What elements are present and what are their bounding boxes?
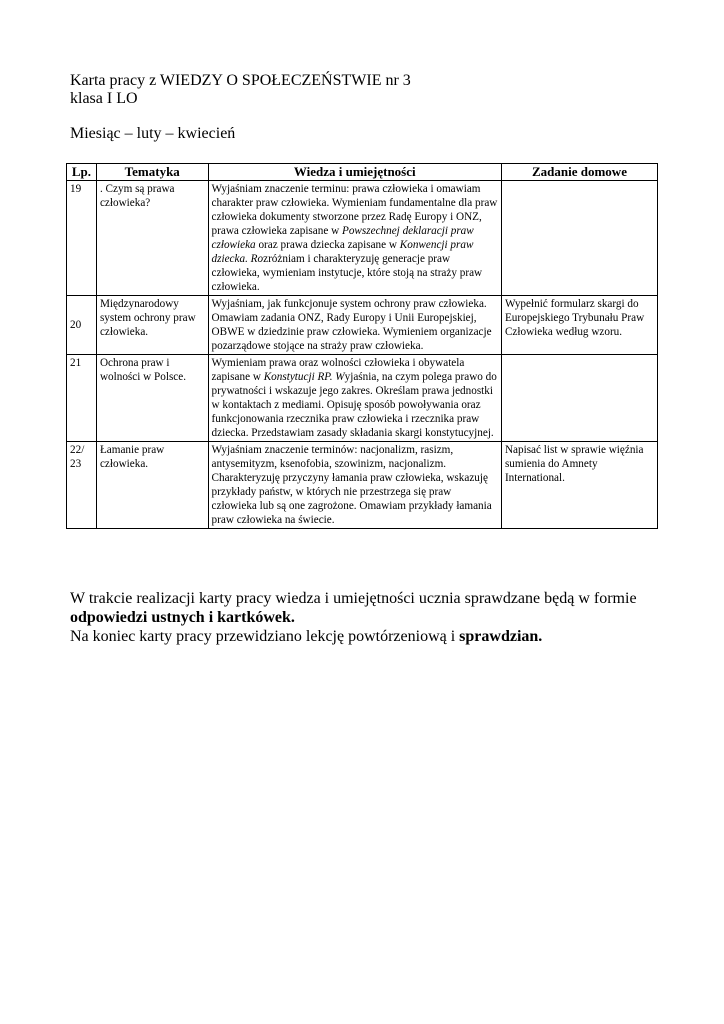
table-row [67,355,658,442]
document-header [70,72,411,108]
table-row [67,181,658,296]
lesson-homework: Wypełnić formularz skargi do Europejskiego Trybunału Praw Człowieka według wzoru. [501,296,657,355]
assessment-note [70,589,670,646]
column-header-knowledge: Wiedza i umiejętności [208,164,501,181]
column-header-homework: Zadanie domowe [501,164,657,181]
knowledge-document-title: Konwencji praw dziecka. [211,239,474,265]
lesson-homework [501,355,657,442]
lesson-knowledge [208,355,501,442]
lesson-topic: . Czym są prawa człowieka? [96,181,208,296]
column-header-lp: Lp. [67,164,97,181]
lesson-homework [501,181,657,296]
lesson-number: 20 [67,296,97,355]
knowledge-text: Wymieniam prawa oraz wolności człowieka i obywatela zapisane w [211,357,465,383]
lesson-topic: Międzynarodowy system ochrony praw człowieka. [96,296,208,355]
table-row [67,296,658,355]
knowledge-document-title: Konstytucji RP. W [263,371,345,383]
lesson-number: 19 [67,181,97,296]
column-header-topic: Tematyka [96,164,208,181]
assessment-text: W trakcie realizacji karty pracy wiedza i umiejętności ucznia sprawdzane będą w formie [70,590,637,607]
knowledge-text: Wyjaśniam znaczenie terminu: prawa człowieka i omawiam charakter praw człowieka. Wymieniam fundamentalne dla praw człowieka dokumenty stworzone przez Radę Europy i ONZ, prawa człowieka zapisane w [211,183,498,237]
lesson-number: 21 [67,355,97,442]
knowledge-text: zróżniam i charakteryzuję generacje praw człowieka, wymieniam instytucje, które stoją na straży praw człowieka. [211,253,483,293]
month-range: Miesiąc – luty – kwiecień [70,125,236,142]
knowledge-text-italic: Ro [250,253,264,265]
final-test-paragraph [70,627,670,646]
worksheet-table [66,163,658,529]
knowledge-document-title: Powszechnej deklaracji praw człowieka [211,225,474,251]
assessment-paragraph [70,589,670,627]
table-row [67,442,658,529]
lesson-topic: Ochrona praw i wolności w Polsce. [96,355,208,442]
class-label: klasa I LO [70,90,138,107]
lesson-knowledge [208,181,501,296]
knowledge-text: yjaśnia, na czym polega prawo do prywatności i wskazuje jego zakres. Określam prawa jednostki w kontaktach z mediami. Opisuję sposób powoływania oraz funkcjonowania rzecznika praw człowieka i rzecznika praw dziecka. Przedstawiam zasady składania skargi konstytucyjnej. [211,371,497,439]
knowledge-text: oraz prawa dziecka zapisane w [255,239,400,251]
lesson-knowledge: Wyjaśniam, jak funkcjonuje system ochrony praw człowieka. Omawiam zadania ONZ, Rady Europy i Unii Europejskiej, OBWE w dziedzinie praw człowieka. Wymieniem organizacje pozarządowe stojące na straży praw człowieka. [208,296,501,355]
document-title: Karta pracy z WIEDZY O SPOŁECZEŃSTWIE nr 3 [70,72,411,89]
lesson-knowledge: Wyjaśniam znaczenie terminów: nacjonalizm, rasizm, antysemityzm, ksenofobia, szowinizm, nacjonalizm. Charakteryzuję przyczyny łamania praw człowieka, wskazuję przykłady państw, w których nie przestrzega się praw człowieka lub są one zagrożone. Omawiam przykłady łamania praw człowieka na świecie. [208,442,501,529]
lesson-number: 22/ 23 [67,442,97,529]
final-test-label: sprawdzian. [459,628,543,645]
lesson-homework: Napisać list w sprawie więźnia sumienia do Amnety International. [501,442,657,529]
table-header-row [67,164,658,181]
assessment-methods: odpowiedzi ustnych i kartkówek. [70,609,295,626]
lesson-topic: Łamanie praw człowieka. [96,442,208,529]
final-test-text: Na koniec karty pracy przewidziano lekcję powtórzeniową i [70,628,460,645]
